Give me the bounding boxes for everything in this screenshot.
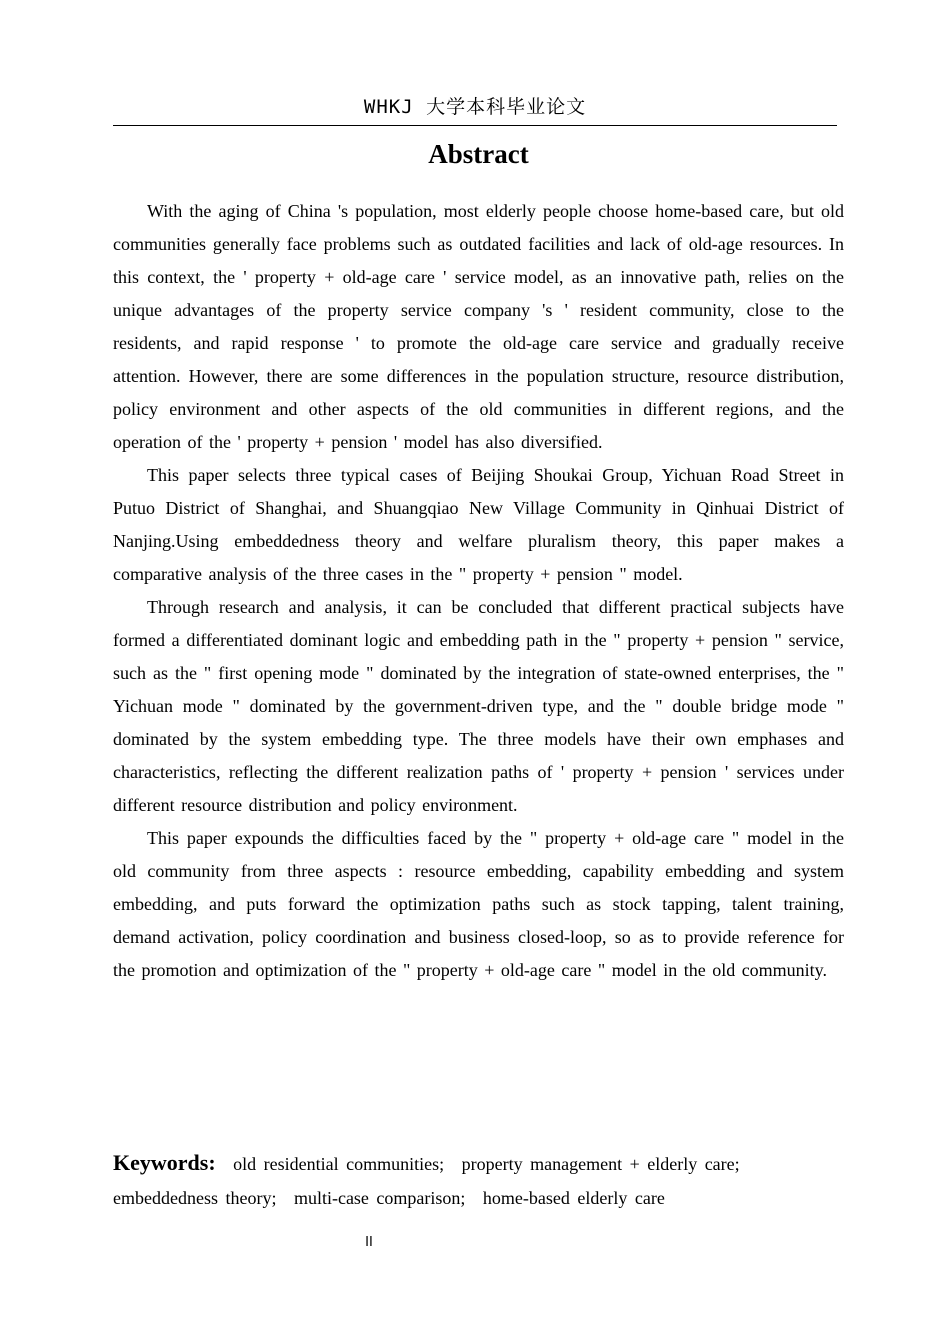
header-rule [113, 125, 837, 126]
page-number: II [365, 1235, 373, 1250]
keyword-item: home-based elderly care [482, 1188, 665, 1208]
keywords-section [113, 1146, 844, 1215]
keyword-item: multi-case comparison; [293, 1188, 466, 1208]
running-header: WHKJ 大学本科毕业论文 [363, 96, 587, 118]
keyword-item: property management + elderly care; [461, 1154, 740, 1174]
keyword-item: embeddedness theory; [113, 1188, 277, 1208]
keywords-label: Keywords: [113, 1150, 216, 1175]
abstract-title: Abstract [428, 139, 529, 169]
abstract-paragraph: This paper expounds the difficulties faced by the " property + old-age care " model in the old community from three aspects : resource embedding, capability embedding and system embedding, and puts forward the optimization paths such as stock tapping, talent training, demand activation, policy coordination and business closed-loop, so as to provide reference for the promotion and optimization of the " property + old-age care " model in the old community. [113, 828, 844, 980]
abstract-paragraph: With the aging of China 's population, most elderly people choose home-based care, but old communities generally face problems such as outdated facilities and lack of old-age resources. In this context, the ' property + old-age care ' service model, as an innovative path, relies on the unique advantages of the property service company 's ' resident community, close to the residents, and rapid response ' to promote the old-age care service and gradually receive attention. However, there are some differences in the population structure, resource distribution, policy environment and other aspects of the old communities in different regions, and the operation of the ' property + pension ' model has also diversified. [113, 201, 844, 452]
keyword-item: old residential communities; [233, 1154, 445, 1174]
abstract-body [113, 195, 844, 987]
abstract-paragraph: Through research and analysis, it can be concluded that different practical subjects have formed a differentiated dominant logic and embedding path in the " property + pension " service, such as the " first opening mode " dominated by the integration of state-owned enterprises, the " Yichuan mode " dominated by the government-driven type, and the " double bridge mode " dominated by the system embedding type. The three models have their own emphases and characteristics, reflecting the different realization paths of ' property + pension ' services under different resource distribution and policy environment. [113, 597, 844, 815]
abstract-paragraph: This paper selects three typical cases of Beijing Shoukai Group, Yichuan Road Street in Putuo District of Shanghai, and Shuangqiao New Village Community in Qinhuai District of Nanjing.Using embeddedness theory and welfare pluralism theory, this paper makes a comparative analysis of the three cases in the " property + pension " model. [113, 465, 844, 584]
